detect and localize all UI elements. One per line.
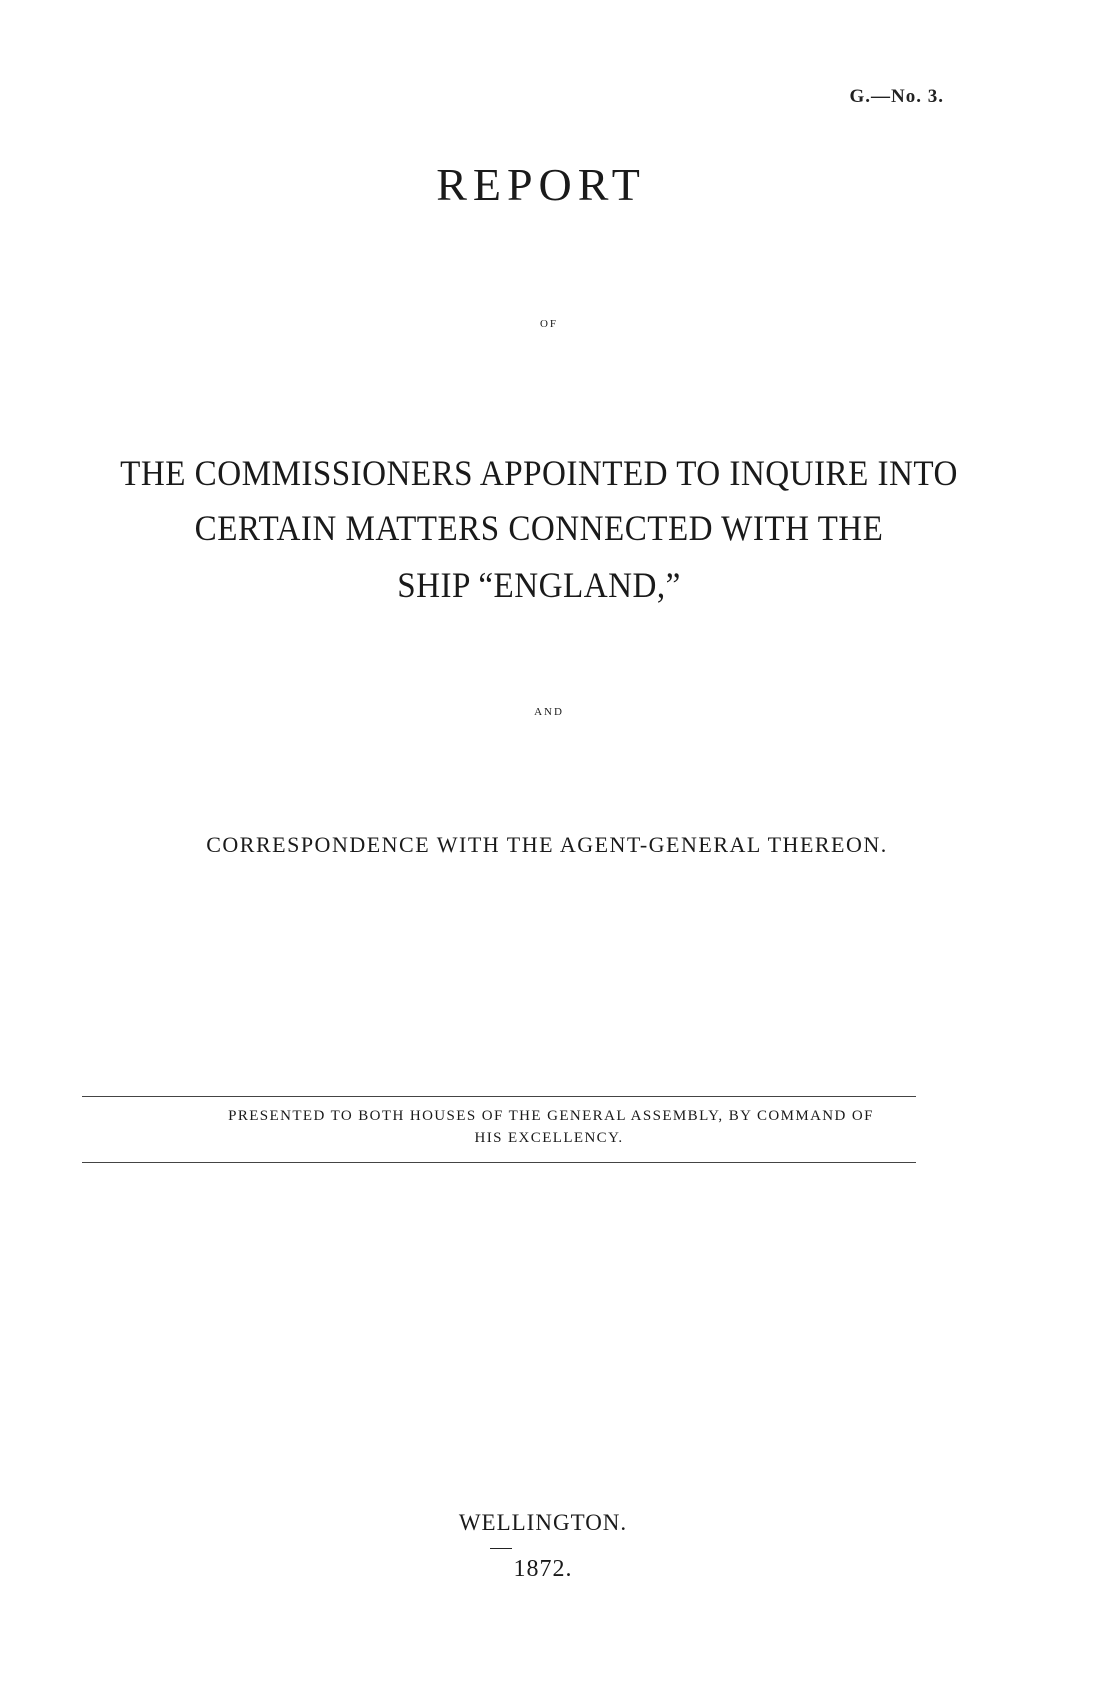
document-reference: G.—No. 3. xyxy=(849,86,944,107)
imprint-year: 1872. xyxy=(513,1556,573,1582)
correspondence-line: CORRESPONDENCE WITH THE AGENT-GENERAL THEREON. xyxy=(206,832,888,857)
presented-line-1: PRESENTED TO BOTH HOUSES OF THE GENERAL ASSEMBLY, BY COMMAND OF xyxy=(228,1108,874,1124)
imprint-place: WELLINGTON. xyxy=(458,1510,628,1535)
divider-top xyxy=(82,1096,916,1097)
divider-bottom xyxy=(82,1162,916,1163)
subject-line-1: THE COMMISSIONERS APPOINTED TO INQUIRE INTO xyxy=(120,453,958,493)
imprint-dash xyxy=(490,1548,512,1549)
connector-and: AND xyxy=(534,706,564,718)
presented-line-2: HIS EXCELLENCY. xyxy=(474,1130,624,1146)
subject-line-3: SHIP “ENGLAND,” xyxy=(397,565,681,605)
subject-line-2: CERTAIN MATTERS CONNECTED WITH THE xyxy=(194,508,884,548)
connector-of: OF xyxy=(539,318,559,330)
report-title: REPORT xyxy=(436,159,646,210)
